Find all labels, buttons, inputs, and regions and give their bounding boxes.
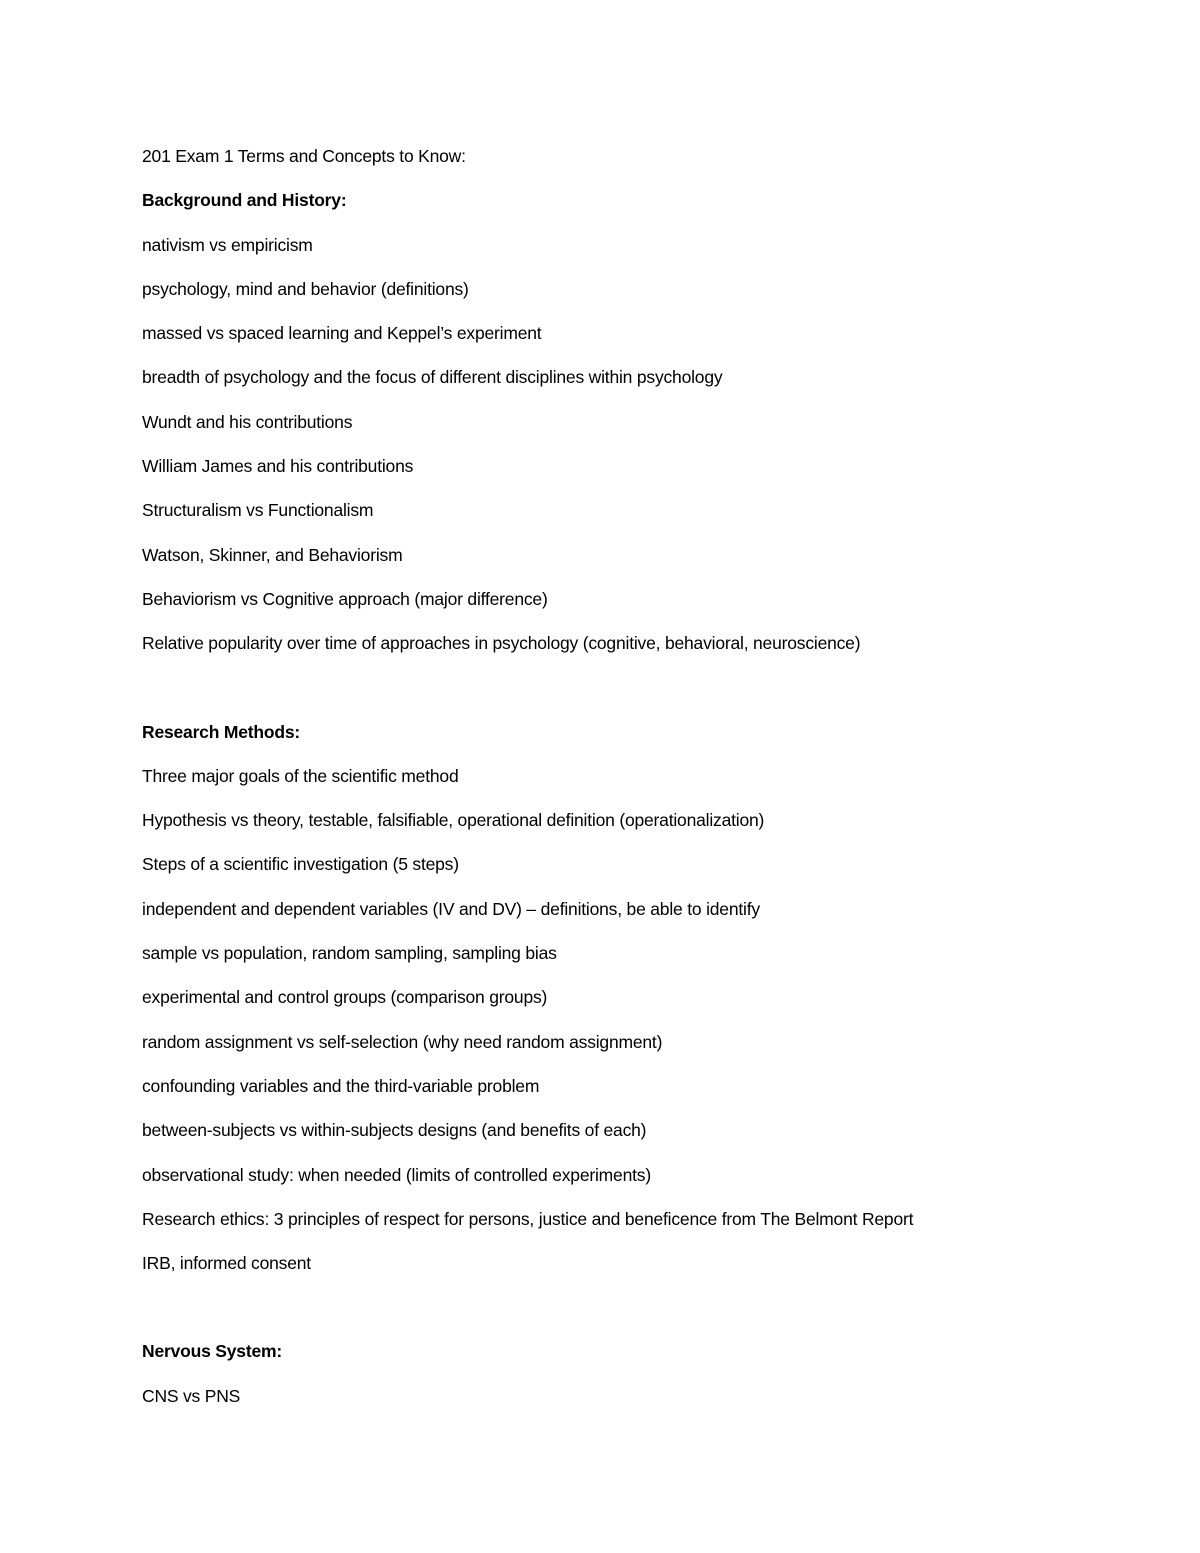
section-heading: Research Methods: [142, 721, 301, 742]
list-item: Three major goals of the scientific method [142, 765, 459, 786]
section-research-methods [142, 721, 1152, 1300]
section-spacer [142, 1299, 1152, 1343]
section-heading: Background and History: [142, 190, 347, 211]
document-title: 201 Exam 1 Terms and Concepts to Know: [142, 146, 466, 166]
list-item: confounding variables and the third-variable problem [142, 1075, 540, 1096]
list-item: nativism vs empiricism [142, 234, 313, 255]
list-item: experimental and control groups (comparison groups) [142, 987, 548, 1008]
list-item: Behaviorism vs Cognitive approach (major difference) [142, 588, 548, 609]
list-item: CNS vs PNS [142, 1385, 241, 1406]
list-item: random assignment vs self-selection (why need random assignment) [142, 1031, 663, 1052]
list-item: massed vs spaced learning and Keppel’s experiment [142, 323, 542, 344]
list-item: breadth of psychology and the focus of different disciplines within psychology [142, 367, 723, 388]
section-background-history [142, 192, 1152, 679]
list-item: Structuralism vs Functionalism [142, 500, 374, 521]
section-spacer [142, 680, 1152, 724]
list-item: sample vs population, random sampling, sampling bias [142, 943, 557, 964]
list-item: Hypothesis vs theory, testable, falsifiable, operational definition (operationalization) [142, 810, 765, 831]
section-nervous-system [142, 1343, 1152, 1432]
section-heading: Nervous System: [142, 1341, 282, 1362]
list-item: William James and his contributions [142, 456, 414, 477]
list-item: IRB, informed consent [142, 1253, 311, 1274]
list-item: Steps of a scientific investigation (5 steps) [142, 854, 459, 875]
list-item: Relative popularity over time of approaches in psychology (cognitive, behavioral, neuroscience) [142, 633, 861, 654]
list-item: between-subjects vs within-subjects designs (and benefits of each) [142, 1120, 647, 1141]
list-item: observational study: when needed (limits of controlled experiments) [142, 1164, 651, 1185]
list-item: psychology, mind and behavior (definitions) [142, 278, 469, 299]
list-item: Research ethics: 3 principles of respect for persons, justice and beneficence from The Belmont Report [142, 1208, 914, 1229]
list-item: Watson, Skinner, and Behaviorism [142, 544, 403, 565]
document-body [142, 148, 1152, 1432]
list-item: Wundt and his contributions [142, 411, 353, 432]
list-item: independent and dependent variables (IV and DV) – definitions, be able to identify [142, 898, 760, 919]
